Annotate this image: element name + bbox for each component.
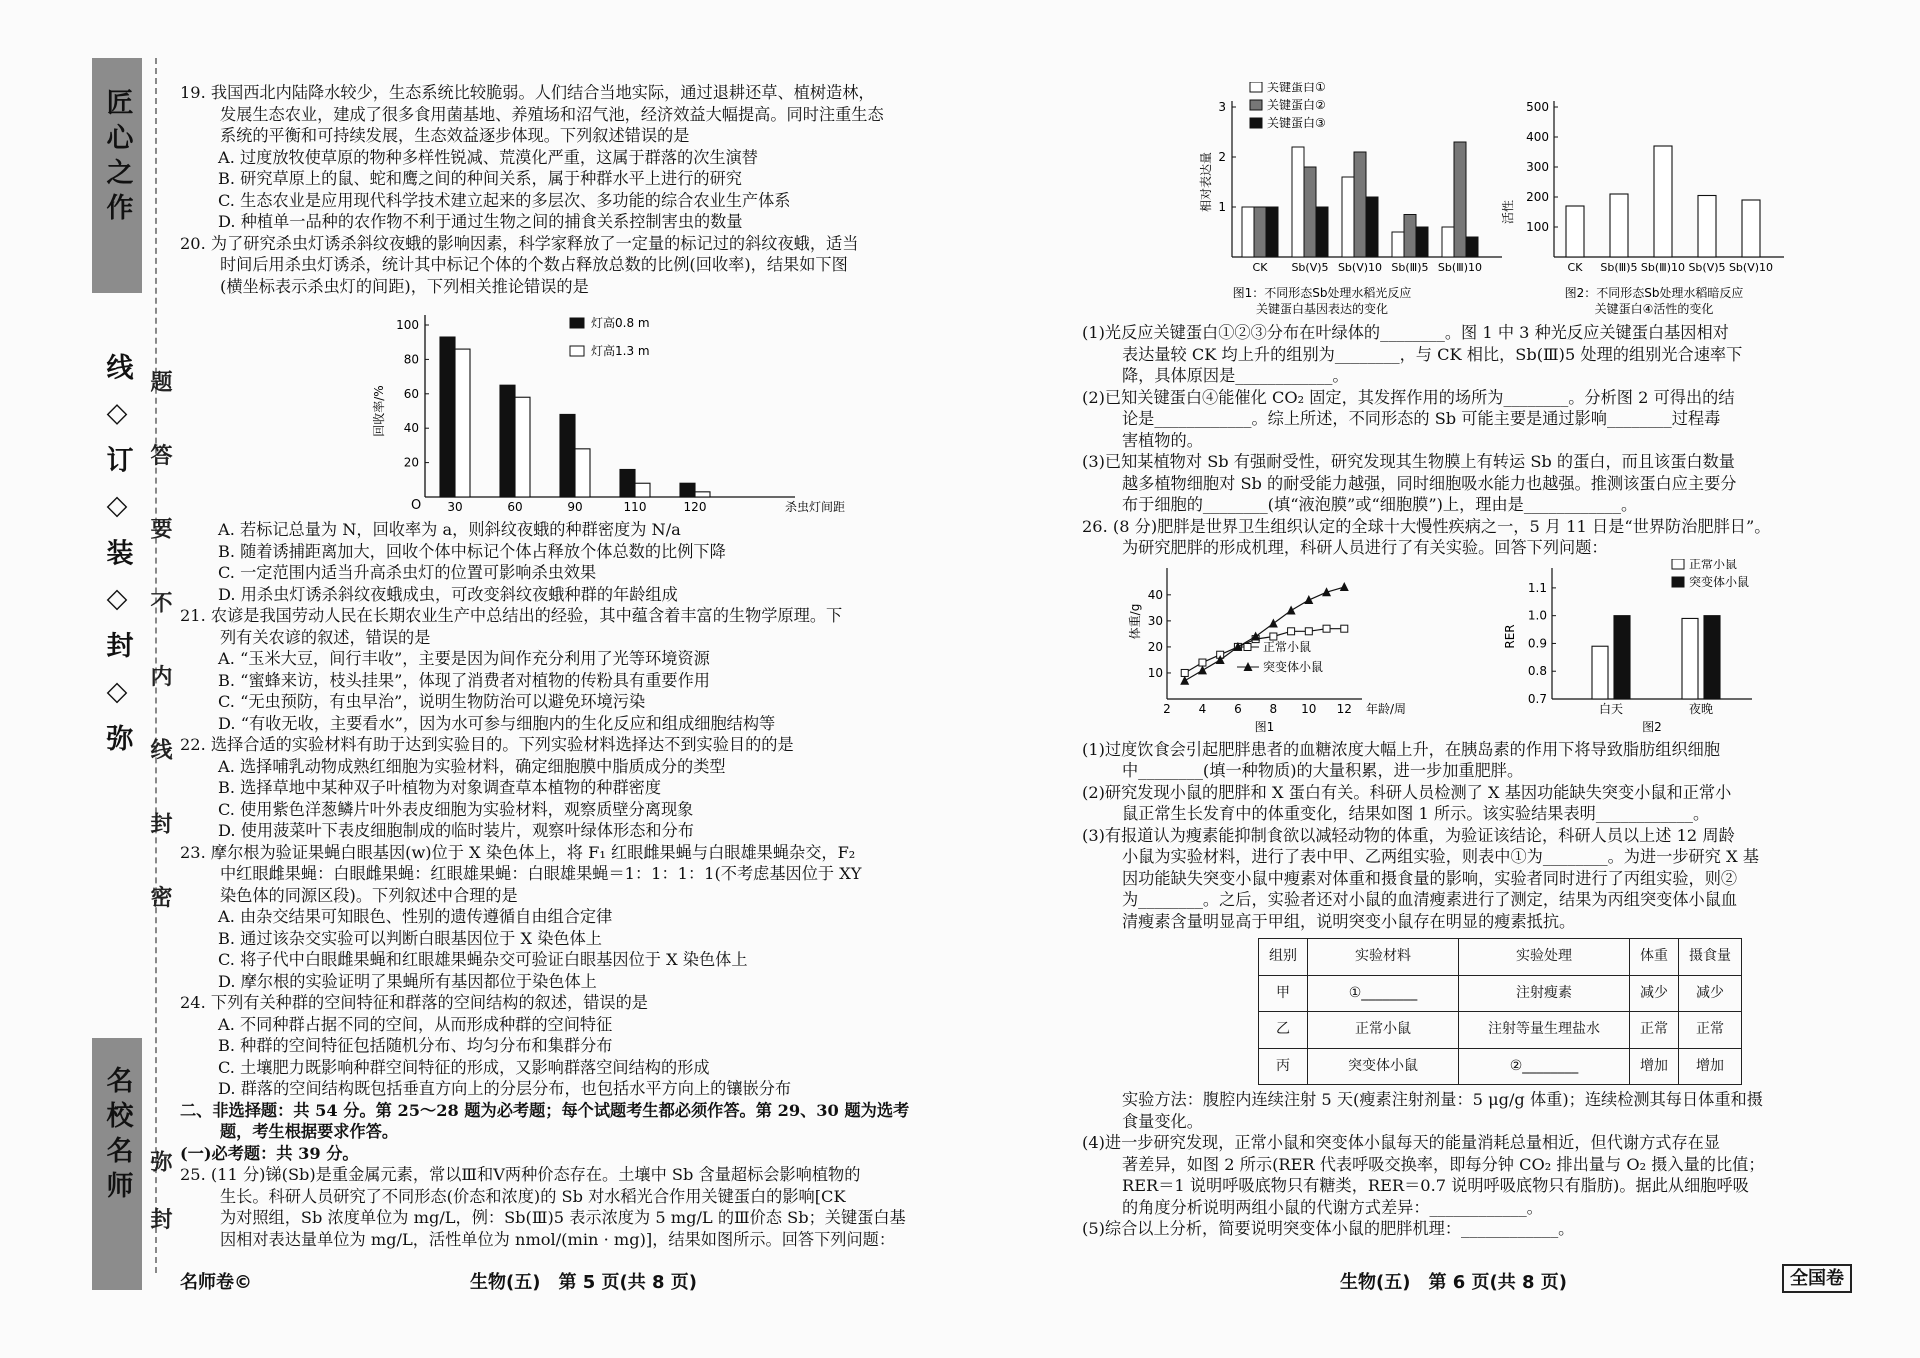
x-tick-label: Sb(Ⅴ)5 xyxy=(1291,261,1329,274)
figure-caption: 图2：不同形态Sb处理水稻暗反应 xyxy=(1564,286,1744,300)
q19-stem-line: 系统的平衡和可持续发展，生态效益逐步体现。下列叙述错误的是 xyxy=(220,126,690,145)
x-tick-label: Sb(Ⅲ)10 xyxy=(1437,261,1483,274)
question-21 xyxy=(180,605,1040,734)
y-tick-label: 1.0 xyxy=(1527,608,1547,623)
q26-charts xyxy=(1082,559,1892,739)
q26-part-line: (2)研究发现小鼠的肥胖和 X 蛋白有关。科研人员检测了 X 基因功能缺失突变小鼠和正常小 xyxy=(1082,782,1732,802)
table-cell: 减少 xyxy=(1679,975,1742,1012)
table-cell: 正常 xyxy=(1679,1012,1742,1049)
q20-recovery-chart xyxy=(180,297,1040,519)
q23-option-a: A. 由杂交结果可知眼色、性别的遗传遵循自由组合定律 xyxy=(218,907,613,926)
y-tick-label: 20 xyxy=(1147,639,1163,654)
q20-option-d: D. 用杀虫灯诱杀斜纹夜蛾成虫，可改变斜纹夜蛾种群的年龄组成 xyxy=(218,584,678,604)
y-tick-label: 400 xyxy=(1526,130,1549,144)
bar xyxy=(635,483,650,497)
legend-swatch xyxy=(570,346,584,356)
bar xyxy=(440,337,455,497)
q26-stem-line: 26. (8 分)肥胖是世界卫生组织认定的全球十大慢性疾病之一，5 月 11 日是“世界防治肥胖日”。 xyxy=(1082,516,1771,536)
x-axis-label: 年龄/周 xyxy=(1366,701,1407,716)
q20-stem-line: 时间后用杀虫灯诱杀，统计其中标记个体的个数占释放总数的比例(回收率)，结果如下图 xyxy=(220,255,848,274)
legend-swatch xyxy=(1250,82,1262,92)
section-heading xyxy=(180,1100,1040,1165)
legend-swatch xyxy=(570,318,584,328)
y-tick-label: 40 xyxy=(403,421,419,436)
y-tick-label: 100 xyxy=(1526,220,1549,234)
bar xyxy=(680,483,695,497)
q23-stem-line: 染色体的同源区段)。下列叙述中合理的是 xyxy=(220,885,518,905)
section-subheading: (一)必考题：共 39 分。 xyxy=(180,1143,359,1163)
x-tick-label: 夜晚 xyxy=(1688,701,1714,716)
q25-stem-line: 生长。科研人员研究了不同形态(价态和浓度)的 Sb 对水稻光合作用关键蛋白的影响[CK xyxy=(220,1186,846,1206)
bar xyxy=(1366,197,1378,257)
bar xyxy=(1698,196,1716,258)
legend-swatch xyxy=(1672,577,1684,587)
footer-badge xyxy=(1782,1264,1852,1290)
q20-option-b: B. 随着诱捕距离加大，回收个体中标记个体占释放个体总数的比例下降 xyxy=(218,541,726,561)
table-header-cell: 实验处理 xyxy=(1459,939,1630,976)
q19-stem-line: 19. 我国西北内陆降水较少，生态系统比较脆弱。人们结合当地实际，通过退耕还草、植树造林， xyxy=(180,83,875,102)
x-tick-label: CK xyxy=(1567,261,1583,274)
x-tick-label: 8 xyxy=(1269,701,1278,716)
x-tick-label: Sb(Ⅲ)5 xyxy=(1600,261,1638,274)
q24-option-d: D. 群落的空间结构既包括垂直方向上的分层分布，也包括水平方向上的镶嵌分布 xyxy=(218,1079,792,1098)
data-point xyxy=(1199,659,1206,666)
q25-part-line: (3)已知某植物对 Sb 有强耐受性，研究发现其生物膜上有转运 Sb 的蛋白，而且该蛋白数量 xyxy=(1082,452,1735,471)
table-cell: ①________ xyxy=(1308,975,1459,1012)
bar xyxy=(1610,194,1628,257)
table-row xyxy=(1259,975,1742,1012)
question-20 xyxy=(180,233,1040,606)
seal-line-text: 题 答 要 不 内 线 封 密 xyxy=(147,370,172,930)
q20-figure xyxy=(180,297,1040,519)
data-point xyxy=(1288,627,1295,634)
bar xyxy=(1354,152,1366,257)
q25-parts xyxy=(1082,322,1892,516)
figure-caption: 关键蛋白④活性的变化 xyxy=(1594,302,1714,316)
question-23 xyxy=(180,842,1040,993)
legend-label: 正常小鼠 xyxy=(1263,639,1312,654)
x-tick-label: 12 xyxy=(1336,701,1352,716)
q26-part-line: (4)进一步研究发现，正常小鼠和突变体小鼠每天的能量消耗总量相近，但代谢方式存在显 xyxy=(1082,1133,1721,1152)
q23-stem-line: 中红眼雌果蝇：白眼雌果蝇：红眼雄果蝇：白眼雄果蝇＝1：1：1：1(不考虑基因位于 XY xyxy=(220,864,862,883)
bar xyxy=(1342,177,1354,257)
table-cell: 增加 xyxy=(1679,1048,1742,1085)
q19-stem-line: 发展生态农业，建成了很多食用菌基地、养殖场和沼气池，经济效益大幅提高。同时注重生态 xyxy=(220,104,884,124)
table-cell: 丙 xyxy=(1259,1048,1308,1085)
y-tick-label: 500 xyxy=(1526,100,1549,114)
q25-stem-line: 为对照组，Sb 浓度单位为 mg/L，例：Sb(Ⅲ)5 表示浓度为 5 mg/L 的Ⅲ价态 Sb；关键蛋白基 xyxy=(220,1208,906,1227)
q22-option-b: B. 选择草地中某种双子叶植物为对象调查草本植物的种群密度 xyxy=(218,778,662,797)
legend-swatch xyxy=(1250,118,1262,128)
footer-badge-label: 全国卷 xyxy=(1782,1264,1852,1293)
bar xyxy=(560,414,575,497)
bar xyxy=(1392,232,1404,257)
seal-line-text-bottom: 弥 封 xyxy=(147,1150,172,1244)
data-point xyxy=(1341,625,1348,632)
y-axis-label: 回收率/% xyxy=(372,385,386,437)
question-19 xyxy=(180,82,1040,233)
y-tick-label: 0.7 xyxy=(1527,691,1547,706)
bar xyxy=(1566,206,1584,257)
x-tick-label: 6 xyxy=(1234,701,1242,716)
right-page xyxy=(1082,82,1892,1240)
bar xyxy=(515,397,530,497)
q26-stem-line: 为研究肥胖的形成机理，科研人员进行了有关实验。回答下列问题： xyxy=(1122,538,1608,557)
y-tick-label: 200 xyxy=(1526,190,1549,204)
bar xyxy=(1704,615,1720,698)
table-header-cell: 组别 xyxy=(1259,939,1308,976)
bar xyxy=(575,449,590,497)
data-point xyxy=(1269,618,1278,627)
q19-option-a: A. 过度放牧使草原的物种多样性锐减、荒漠化严重，这属于群落的次生演替 xyxy=(218,147,758,167)
table-cell: 正常小鼠 xyxy=(1308,1012,1459,1049)
table-cell: 注射等量生理盐水 xyxy=(1459,1012,1630,1049)
bar xyxy=(455,349,470,497)
q25-part-line: 论是____________。综上所述，不同形态的 Sb 可能主要是通过影响________过程毒 xyxy=(1122,409,1721,428)
legend-marker xyxy=(1244,643,1251,650)
bar xyxy=(1292,147,1304,257)
q25-part-line: 表达量较 CK 均上升的组别为________，与 CK 相比，Sb(Ⅲ)5 处理的组别光合速率下 xyxy=(1122,344,1743,364)
bar xyxy=(1682,618,1698,699)
q22-option-c: C. 使用紫色洋葱鳞片叶外表皮细胞为实验材料，观察质壁分离现象 xyxy=(218,799,694,819)
q21-stem-line: 21. 农谚是我国劳动人民在长期农业生产中总结出的经验，其中蕴含着丰富的生物学原理。下 xyxy=(180,606,843,625)
q26-part-line: RER＝1 说明呼吸底物只有糖类，RER＝0.7 说明呼吸底物只有脂肪)。据此从细胞呼吸 xyxy=(1122,1176,1749,1195)
q21-option-a: A. “玉米大豆，间行丰收”，主要是因为间作充分利用了光等环境资源 xyxy=(218,649,710,668)
q24-option-b: B. 种群的空间特征包括随机分布、均匀分布和集群分布 xyxy=(218,1036,613,1055)
q24-option-c: C. 土壤肥力既影响种群空间特征的形成，又影响群落空间结构的形成 xyxy=(218,1057,710,1077)
q26-part-line: 清瘦素含量明显高于甲组，说明突变小鼠存在明显的瘦素抵抗。 xyxy=(1122,911,1576,931)
bar xyxy=(500,385,515,497)
q26-part-line: 鼠正常生长发育中的体重变化，结果如图 1 所示。该实验结果表明____________。 xyxy=(1122,804,1710,823)
q23-option-c: C. 将子代中白眼雌果蝇和红眼雄果蝇杂交可验证白眼基因位于 X 染色体上 xyxy=(218,950,748,969)
section-heading-line: 题，考生根据要求作答。 xyxy=(220,1122,399,1141)
q23-stem-line: 23. 摩尔根为验证果蝇白眼基因(w)位于 X 染色体上，将 F₁ 红眼雌果蝇与白眼雄果蝇杂交，F₂ xyxy=(180,842,856,862)
q24-stem-line: 24. 下列有关种群的空间特征和群落的空间结构的叙述，错误的是 xyxy=(180,993,648,1012)
table-header-row xyxy=(1259,939,1742,976)
q26-part-line: 实验方法：腹腔内连续注射 5 天(瘦素注射剂量：5 μg/g 体重)；连续检测其每日体重和摄 xyxy=(1122,1090,1763,1109)
figure-caption: 图2 xyxy=(1642,719,1662,734)
q20-option-c: C. 一定范围内适当升高杀虫灯的位置可影响杀虫效果 xyxy=(218,563,597,582)
x-tick-label: 110 xyxy=(623,500,647,514)
legend-swatch xyxy=(1250,100,1262,110)
x-tick-label: Sb(Ⅴ)10 xyxy=(1728,261,1774,274)
y-tick-label: 60 xyxy=(403,386,419,401)
bar xyxy=(1416,227,1428,257)
q26-part-line: 中________(填一种物质)的大量积累，进一步加重肥胖。 xyxy=(1122,761,1524,780)
q25-stem-line: 25. (11 分)锑(Sb)是重金属元素，常以Ⅲ和Ⅴ两种价态存在。土壤中 Sb 含量超标会影响植物的 xyxy=(180,1165,861,1184)
strip-bottom-label: 名校名师 xyxy=(101,1066,133,1206)
bar xyxy=(1742,200,1760,257)
table-header-cell: 实验材料 xyxy=(1308,939,1459,976)
y-axis-label: RER xyxy=(1503,623,1517,649)
data-point xyxy=(1287,605,1296,614)
legend-label: 关键蛋白③ xyxy=(1267,116,1326,130)
table-cell: 注射瘦素 xyxy=(1459,975,1630,1012)
footer-brand: 名师卷© xyxy=(180,1272,252,1293)
y-tick-label: 20 xyxy=(403,455,419,470)
q19-option-c: C. 生态农业是应用现代科学技术建立起来的多层次、多功能的综合农业生产体系 xyxy=(218,190,791,210)
table-cell: 减少 xyxy=(1630,975,1679,1012)
q21-option-c: C. “无虫预防，有虫早治”，说明生物防治可以避免环境污染 xyxy=(218,692,646,711)
y-tick-label: 300 xyxy=(1526,160,1549,174)
q25-stem-line: 因相对表达量单位为 mg/L，活性单位为 nmol/(min · mg)]，结果如图所示。回答下列问题： xyxy=(220,1229,896,1249)
q26-figures xyxy=(1082,559,1892,739)
y-tick-label: 30 xyxy=(1147,613,1163,628)
table-cell: 甲 xyxy=(1259,975,1308,1012)
data-point xyxy=(1323,625,1330,632)
table-cell: 增加 xyxy=(1630,1048,1679,1085)
q25-part-line: 布于细胞的________(填“液泡膜”或“细胞膜”)上，理由是____________。 xyxy=(1122,495,1638,514)
q19-option-d: D. 种植单一品种的农作物不利于通过生物之间的捕食关系控制害虫的数量 xyxy=(218,212,743,231)
legend-label: 突变体小鼠 xyxy=(1263,659,1324,674)
q23-option-d: D. 摩尔根的实验证明了果蝇所有基因都位于染色体上 xyxy=(218,971,597,991)
q25-part-line: 越多植物细胞对 Sb 的耐受能力越强，同时细胞吸水能力也越强。推测该蛋白应主要分 xyxy=(1122,473,1737,493)
q24-option-a: A. 不同种群占据不同的空间，从而形成种群的空间特征 xyxy=(218,1014,613,1034)
x-tick-label: 2 xyxy=(1163,701,1171,716)
bar xyxy=(1442,227,1454,257)
bar xyxy=(1592,646,1608,699)
y-tick-label: 2 xyxy=(1218,150,1226,164)
x-tick-label: 4 xyxy=(1198,701,1207,716)
x-tick-label: 90 xyxy=(567,500,583,514)
q25-part-line: (2)已知关键蛋白④能催化 CO₂ 固定，其发挥作用的场所为________。分析图 2 可得出的结 xyxy=(1082,387,1735,407)
data-point xyxy=(1305,627,1312,634)
data-point xyxy=(1198,665,1207,674)
q21-option-d: D. “有收无收，主要看水”，因为水可参与细胞内的生化反应和组成细胞结构等 xyxy=(218,713,776,733)
question-26 xyxy=(1082,516,1892,1240)
x-tick-label: Sb(Ⅴ)10 xyxy=(1337,261,1383,274)
bar xyxy=(1266,207,1278,257)
data-point xyxy=(1270,633,1277,640)
table-row xyxy=(1259,1012,1742,1049)
y-axis-label: 活性 xyxy=(1501,199,1515,225)
data-point xyxy=(1180,675,1189,684)
legend-label: 灯高0.8 m xyxy=(591,316,650,330)
y-tick-label: 40 xyxy=(1147,587,1163,602)
legend-label: 正常小鼠 xyxy=(1689,558,1738,571)
strip-bottom xyxy=(92,1038,142,1290)
bar xyxy=(1254,207,1266,257)
q26-part-line: 因功能缺失突变小鼠中瘦素对体重和摄食量的影响，实验者同时进行了丙组实验，则② xyxy=(1122,868,1738,888)
y-tick-label: 100 xyxy=(396,318,419,332)
q20-option-a: A. 若标记总量为 N，回收率为 a，则斜纹夜蛾的种群密度为 N/a xyxy=(218,520,681,539)
bar xyxy=(1654,146,1672,257)
table-cell: 突变体小鼠 xyxy=(1308,1048,1459,1085)
x-tick-label: CK xyxy=(1252,261,1268,274)
x-axis-label: 杀虫灯间距 xyxy=(785,500,846,514)
x-tick-label: Sb(Ⅴ)5 xyxy=(1688,261,1726,274)
x-tick-label: 30 xyxy=(447,500,463,514)
data-point xyxy=(1181,669,1188,676)
table-cell: ②________ xyxy=(1459,1048,1630,1085)
x-tick-label: 120 xyxy=(683,500,707,514)
table-row xyxy=(1259,1048,1742,1085)
q26-part-line: 食量变化。 xyxy=(1122,1111,1203,1131)
x-tick-label: Sb(Ⅲ)5 xyxy=(1391,261,1429,274)
bar xyxy=(1404,215,1416,258)
y-tick-label: 0.9 xyxy=(1527,635,1547,650)
bar xyxy=(1466,237,1478,257)
q21-stem-line: 列有关农谚的叙述，错误的是 xyxy=(220,627,431,647)
q21-option-b: B. “蜜蜂来访，枝头挂果”，体现了消费者对植物的传粉具有重要作用 xyxy=(218,670,710,690)
q26-part-line: 的角度分析说明两组小鼠的代谢方式差异：____________。 xyxy=(1122,1197,1543,1217)
origin-label: O xyxy=(411,498,422,513)
strip-middle xyxy=(92,293,142,1038)
table-cell: 乙 xyxy=(1259,1012,1308,1049)
legend-label: 关键蛋白② xyxy=(1267,98,1326,112)
question-24 xyxy=(180,992,1040,1100)
q26-part-line: (5)综合以上分析，简要说明突变体小鼠的肥胖机理：____________。 xyxy=(1082,1219,1575,1238)
figure-caption: 图1 xyxy=(1254,719,1275,734)
table-cell: 正常 xyxy=(1630,1012,1679,1049)
q26-part-line: 著差异，如图 2 所示(RER 代表呼吸交换率，即每分钟 CO₂ 排出量与 O₂ 摄入量的比值； xyxy=(1122,1154,1765,1174)
q26-part-line: 小鼠为实验材料，进行了表中甲、乙两组实验，则表中①为________。为进一步研究 X 基 xyxy=(1122,847,1759,866)
figure-caption: 图1：不同形态Sb处理水稻光反应 xyxy=(1232,286,1412,300)
y-tick-label: 1 xyxy=(1218,200,1226,214)
table-header-cell: 体重 xyxy=(1630,939,1679,976)
x-tick-label: 60 xyxy=(507,500,523,514)
left-page xyxy=(180,82,1040,1250)
q25-part-line: (1)光反应关键蛋白①②③分布在叶绿体的________。图 1 中 3 种光反应关键蛋白基因相对 xyxy=(1082,323,1729,342)
q23-option-b: B. 通过该杂交实验可以判断白眼基因位于 X 染色体上 xyxy=(218,928,602,948)
question-22 xyxy=(180,734,1040,842)
q20-stem-line: 20. 为了研究杀虫灯诱杀斜纹夜蛾的影响因素，科学家释放了一定量的标记过的斜纹夜蛾，适当 xyxy=(180,233,859,253)
bar xyxy=(620,469,635,497)
data-point xyxy=(1304,595,1313,604)
margin-strip xyxy=(92,58,142,1290)
y-tick-label: 1.1 xyxy=(1527,580,1547,595)
q26-part-line: 为________。之后，实验者还对小鼠的血清瘦素进行了测定，结果为丙组突变体小鼠血 xyxy=(1122,890,1738,909)
strip-middle-label: 线 ◇ 订 ◇ 装 ◇ 封 ◇ 弥 xyxy=(101,353,133,756)
q25-charts xyxy=(1082,82,1892,322)
q20-stem-line: (横坐标表示杀虫灯的间距)，下列相关推论错误的是 xyxy=(220,276,589,296)
q19-option-b: B. 研究草原上的鼠、蛇和鹰之间的种间关系，属于种群水平上进行的研究 xyxy=(218,169,742,188)
legend-label: 突变体小鼠 xyxy=(1689,574,1750,589)
bar xyxy=(1614,615,1630,698)
y-axis-label: 相对表达量 xyxy=(1199,151,1213,213)
y-tick-label: 80 xyxy=(403,352,419,367)
figure-caption: 关键蛋白基因表达的变化 xyxy=(1255,302,1389,316)
q26-part-line: (3)有报道认为瘦素能抑制食欲以减轻动物的体重，为验证该结论，科研人员以上述 12 周龄 xyxy=(1082,825,1735,845)
x-tick-label: Sb(Ⅲ)10 xyxy=(1640,261,1686,274)
q22-stem-line: 22. 选择合适的实验材料有助于达到实验目的。下列实验材料选择达不到实验目的的是 xyxy=(180,735,794,754)
strip-top-label: 匠心之作 xyxy=(101,88,133,228)
legend-swatch xyxy=(1672,559,1684,569)
y-tick-label: 0.8 xyxy=(1527,663,1547,678)
bar xyxy=(1304,167,1316,257)
footer-page-right: 生物(五) 第 6 页(共 8 页) xyxy=(1340,1272,1568,1293)
experiment-table xyxy=(1258,938,1742,1085)
q25-figures xyxy=(1082,82,1892,322)
bar xyxy=(1316,207,1328,257)
q22-option-d: D. 使用菠菜叶下表皮细胞制成的临时装片，观察叶绿体形态和分布 xyxy=(218,821,694,840)
legend-label: 灯高1.3 m xyxy=(591,344,650,358)
q25-part-line: 害植物的。 xyxy=(1122,430,1203,450)
bar xyxy=(695,492,710,497)
y-tick-label: 3 xyxy=(1218,100,1226,114)
footer-page-left: 生物(五) 第 5 页(共 8 页) xyxy=(470,1272,698,1293)
q26-part-line: (1)过度饮食会引起肥胖患者的血糖浓度大幅上升，在胰岛素的作用下将导致脂肪组织细胞 xyxy=(1082,739,1721,759)
x-tick-label: 10 xyxy=(1301,701,1317,716)
legend-label: 关键蛋白① xyxy=(1267,82,1326,94)
q25-part-line: 降，具体原因是____________。 xyxy=(1122,366,1349,385)
y-tick-label: 10 xyxy=(1147,665,1163,680)
x-tick-label: 白天 xyxy=(1598,701,1624,716)
question-25-stem xyxy=(180,1164,1040,1250)
q22-option-a: A. 选择哺乳动物成熟红细胞为实验材料，确定细胞膜中脂质成分的类型 xyxy=(218,756,726,776)
section-heading-line: 二、非选择题：共 54 分。第 25～28 题为必考题；每个试题考生都必须作答。第 29、30 题为选考 xyxy=(180,1100,910,1120)
bar xyxy=(1242,207,1254,257)
y-axis-label: 体重/g xyxy=(1128,603,1142,639)
strip-top xyxy=(92,58,142,293)
table-header-cell: 摄食量 xyxy=(1679,939,1742,976)
bar xyxy=(1454,142,1466,257)
data-point xyxy=(1340,582,1349,591)
